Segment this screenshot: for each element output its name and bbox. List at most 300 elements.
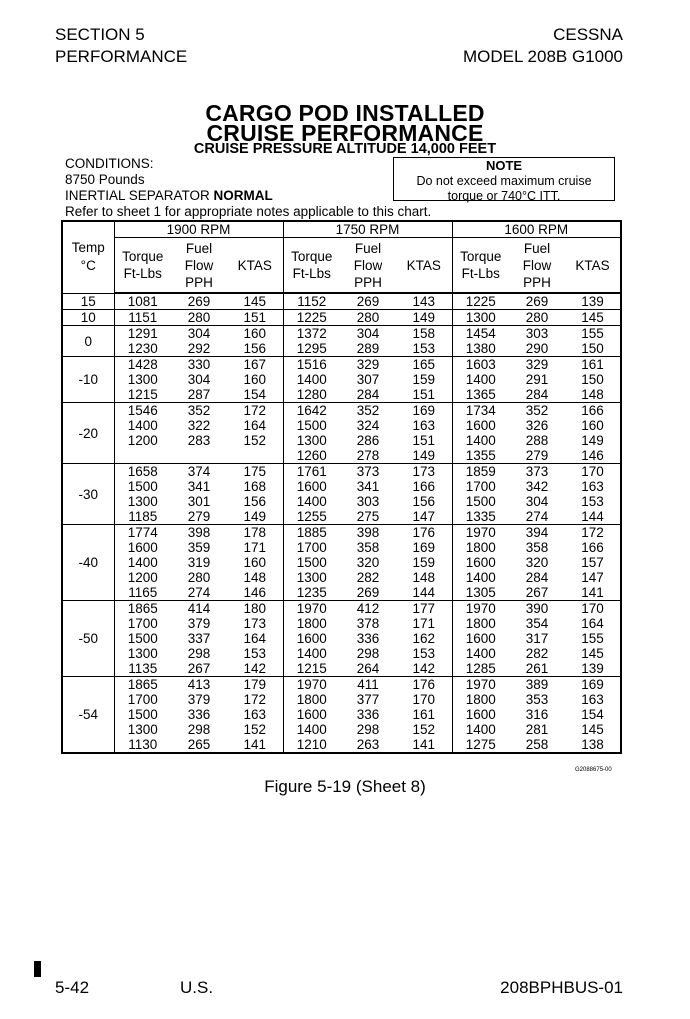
value-cell: 342 <box>525 479 549 494</box>
temp-header-label: Temp <box>71 240 105 256</box>
fuel-flow-header-text: Flow <box>184 257 214 273</box>
value-cell: 1400 <box>296 646 327 661</box>
value-cell: 1800 <box>296 616 327 631</box>
value-cell: 161 <box>396 707 452 722</box>
table-row <box>62 372 621 387</box>
value-cell: 152 <box>227 433 283 448</box>
value-cell: 1700 <box>127 616 158 631</box>
value-cell: 269 <box>356 585 380 600</box>
value-cell: 1761 <box>296 464 327 479</box>
value-cell: 1300 <box>127 494 158 509</box>
value-cell: 263 <box>356 737 380 752</box>
value-cell: 307 <box>356 372 380 387</box>
value-cell: 160 <box>227 372 283 387</box>
value-cell: 1454 <box>465 326 496 341</box>
temp-cell: -20 <box>62 403 114 464</box>
value-cell: 1865 <box>127 677 158 692</box>
note-line2: torque or 740°C ITT. <box>447 189 561 203</box>
value-cell: 359 <box>187 540 211 555</box>
temp-cell: -54 <box>62 677 114 754</box>
value-cell: 358 <box>356 540 380 555</box>
value-cell: 179 <box>227 677 283 693</box>
value-cell: 269 <box>525 294 549 309</box>
value-cell: 1500 <box>127 631 158 646</box>
value-cell: 279 <box>187 509 211 524</box>
value-cell: 160 <box>227 555 283 570</box>
temp-group <box>62 326 621 357</box>
value-cell: 336 <box>356 631 380 646</box>
temp-header-unit: °C <box>80 258 96 274</box>
value-cell: 1800 <box>465 616 496 631</box>
value-cell: 301 <box>187 494 211 509</box>
value-cell: 1300 <box>296 570 327 585</box>
table-row <box>62 293 621 310</box>
value-cell: 1734 <box>465 403 496 418</box>
value-cell: 166 <box>396 479 452 494</box>
table-row <box>62 326 621 342</box>
value-cell: 153 <box>396 646 452 661</box>
value-cell: 1081 <box>127 294 158 309</box>
table-row <box>62 479 621 494</box>
value-cell: 152 <box>227 722 283 737</box>
value-cell: 1600 <box>296 707 327 722</box>
value-cell: 1380 <box>465 341 496 356</box>
cruise-performance-table <box>61 220 622 754</box>
table-row <box>62 525 621 541</box>
value-cell: 274 <box>187 585 211 600</box>
value-cell: 1600 <box>465 631 496 646</box>
table-row <box>62 357 621 373</box>
value-cell: 316 <box>525 707 549 722</box>
fuel-flow-header <box>509 238 565 294</box>
value-cell: 280 <box>525 310 549 325</box>
value-cell: 1291 <box>127 326 158 341</box>
value-cell: 148 <box>396 570 452 585</box>
value-cell: 358 <box>525 540 549 555</box>
value-cell: 267 <box>525 585 549 600</box>
value-cell: 1700 <box>465 479 496 494</box>
value-cell: 352 <box>187 403 211 418</box>
torque-header-text: Torque <box>122 249 164 264</box>
fuel-flow-header <box>340 238 396 294</box>
value-cell: 164 <box>581 616 604 631</box>
value-cell: 1230 <box>127 341 158 356</box>
value-cell: 303 <box>525 326 549 341</box>
table-row <box>62 722 621 737</box>
value-cell: 158 <box>396 326 452 342</box>
value-cell: 352 <box>356 403 380 418</box>
value-cell: 379 <box>187 692 211 707</box>
temp-group <box>62 293 621 310</box>
value-cell: 150 <box>581 341 604 356</box>
value-cell: 320 <box>525 555 549 570</box>
value-cell: 149 <box>227 509 283 525</box>
value-cell: 320 <box>356 555 380 570</box>
value-cell: 1859 <box>465 464 496 479</box>
temp-cell: 10 <box>62 310 114 326</box>
value-cell: 269 <box>187 294 211 309</box>
value-cell: 175 <box>227 464 283 480</box>
value-cell: 169 <box>396 540 452 555</box>
torque-header-text: Ft-Lbs <box>123 266 162 281</box>
value-cell: 1600 <box>296 479 327 494</box>
change-bar <box>34 961 41 977</box>
value-cell: 298 <box>356 722 380 737</box>
value-cell: 1151 <box>128 310 158 325</box>
rpm-1900-header: 1900 RPM <box>114 221 283 238</box>
title-altitude: CRUISE PRESSURE ALTITUDE 14,000 FEET <box>193 141 497 157</box>
value-cell: 304 <box>525 494 549 509</box>
value-cell: 303 <box>356 494 380 509</box>
value-cell: 149 <box>396 310 452 326</box>
footer-doc: 208BPHBUS-01 <box>500 978 623 997</box>
value-cell: 162 <box>396 631 452 646</box>
value-cell: 1600 <box>296 631 327 646</box>
value-cell: 1642 <box>296 403 327 418</box>
value-cell: 170 <box>581 464 604 479</box>
temp-cell: -50 <box>62 601 114 677</box>
value-cell: 411 <box>357 677 379 692</box>
value-cell: 373 <box>525 464 549 479</box>
value-cell: 379 <box>187 616 211 631</box>
table-row <box>62 540 621 555</box>
temp-group <box>62 403 621 464</box>
value-cell: 1235 <box>296 585 327 600</box>
table-row <box>62 585 621 601</box>
header-section: SECTION 5 <box>55 25 145 44</box>
figure-caption: Figure 5-19 (Sheet 8) <box>264 777 426 796</box>
value-cell: 329 <box>356 357 380 372</box>
fuel-flow-header-text: PPH <box>354 274 382 290</box>
value-cell: 412 <box>356 601 380 616</box>
value-cell: 1400 <box>127 418 158 433</box>
value-cell: 171 <box>227 540 283 555</box>
value-cell: 151 <box>396 433 452 448</box>
value-cell: 1225 <box>465 294 496 309</box>
value-cell: 1500 <box>296 418 327 433</box>
value-cell: 261 <box>525 661 549 676</box>
title-line2: CRUISE PERFORMANCE <box>206 120 484 146</box>
temp-group <box>62 677 621 754</box>
value-cell: 330 <box>187 357 211 372</box>
value-cell: 1885 <box>296 525 327 540</box>
value-cell: 139 <box>581 294 604 309</box>
value-cell: 1516 <box>296 357 327 372</box>
torque-header <box>114 238 171 294</box>
value-cell: 170 <box>581 601 604 616</box>
value-cell: 394 <box>525 525 549 540</box>
value-cell: 1970 <box>465 677 496 692</box>
value-cell: 160 <box>581 418 604 433</box>
table-row <box>62 387 621 403</box>
value-cell: 163 <box>581 692 604 707</box>
value-cell: 275 <box>356 509 380 524</box>
value-cell: 1300 <box>127 646 158 661</box>
value-cell: 1400 <box>127 555 158 570</box>
value-cell: 291 <box>525 372 549 387</box>
value-cell: 1200 <box>127 433 158 448</box>
ktas-header <box>227 238 283 294</box>
value-cell: 354 <box>525 616 549 631</box>
value-cell: 172 <box>227 692 283 707</box>
value-cell: 1400 <box>465 722 496 737</box>
value-cell: 163 <box>581 479 604 494</box>
value-cell: 352 <box>525 403 549 418</box>
ktas-header <box>565 238 621 294</box>
value-cell: 1300 <box>465 310 496 325</box>
fuel-flow-header-text: PPH <box>185 274 213 290</box>
value-cell: 269 <box>356 294 380 309</box>
value-cell: 1500 <box>296 555 327 570</box>
temp-cell: -40 <box>62 525 114 601</box>
fuel-flow-header-text: Fuel <box>354 240 382 256</box>
value-cell <box>227 448 283 464</box>
value-cell: 156 <box>227 494 283 509</box>
ktas-header-text: KTAS <box>575 257 610 273</box>
value-cell: 1225 <box>296 310 327 325</box>
value-cell: 176 <box>396 677 452 693</box>
fuel-flow-header-text: PPH <box>523 274 551 290</box>
value-cell: 147 <box>396 509 452 525</box>
value-cell: 1275 <box>465 737 496 752</box>
value-cell: 1255 <box>296 509 327 524</box>
value-cell: 1200 <box>127 570 158 585</box>
value-cell: 1400 <box>465 646 496 661</box>
value-cell: 1546 <box>127 403 158 418</box>
conditions-label: CONDITIONS: <box>65 156 154 171</box>
conditions-weight: 8750 Pounds <box>65 172 145 187</box>
value-cell: 1285 <box>465 661 496 676</box>
value-cell: 1658 <box>127 464 158 479</box>
value-cell: 282 <box>525 646 549 661</box>
temp-cell: 15 <box>62 293 114 310</box>
value-cell: 159 <box>396 555 452 570</box>
value-cell: 280 <box>187 310 211 325</box>
value-cell: 1295 <box>296 341 327 356</box>
fuel-flow-header-text: Flow <box>522 257 552 273</box>
value-cell: 304 <box>356 326 380 341</box>
value-cell: 177 <box>396 601 452 617</box>
temp-group <box>62 601 621 677</box>
note-line1: Do not exceed maximum cruise <box>416 174 592 188</box>
torque-header-text: Ft-Lbs <box>461 266 500 281</box>
value-cell: 144 <box>581 509 604 524</box>
temp-group <box>62 310 621 326</box>
value-cell: 138 <box>581 737 604 752</box>
value-cell: 150 <box>581 372 604 387</box>
temp-group <box>62 464 621 525</box>
value-cell: 172 <box>581 525 604 540</box>
header-performance: PERFORMANCE <box>55 47 188 66</box>
value-cell: 298 <box>187 646 211 661</box>
value-cell: 173 <box>396 464 452 480</box>
header-cessna: CESSNA <box>553 25 623 44</box>
value-cell: 1152 <box>297 294 327 309</box>
value-cell: 1215 <box>127 387 158 402</box>
temp-header <box>62 221 114 293</box>
table-row <box>62 448 621 464</box>
torque-header-text: Torque <box>291 249 333 264</box>
temp-cell: -10 <box>62 357 114 403</box>
value-cell: 160 <box>227 326 283 342</box>
temp-group <box>62 525 621 601</box>
value-cell: 151 <box>227 310 283 326</box>
value-cell: 414 <box>187 601 211 616</box>
table-row <box>62 601 621 617</box>
value-cell: 176 <box>396 525 452 541</box>
value-cell: 169 <box>581 677 604 692</box>
value-cell: 143 <box>396 293 452 310</box>
value-cell: 279 <box>525 448 549 463</box>
temp-group <box>62 357 621 403</box>
value-cell: 1865 <box>127 601 158 616</box>
table-row <box>62 418 621 433</box>
value-cell: 156 <box>227 341 283 357</box>
rpm-1750-header: 1750 RPM <box>283 221 452 238</box>
value-cell: 166 <box>581 540 604 555</box>
value-cell: 280 <box>187 570 211 585</box>
table-row <box>62 737 621 753</box>
value-cell: 290 <box>525 341 549 356</box>
value-cell: 377 <box>356 692 380 707</box>
value-cell <box>114 448 171 464</box>
value-cell: 1210 <box>296 737 327 752</box>
value-cell: 139 <box>581 661 604 676</box>
value-cell: 148 <box>227 570 283 585</box>
value-cell: 341 <box>356 479 380 494</box>
value-cell: 146 <box>581 448 604 463</box>
value-cell: 287 <box>187 387 211 402</box>
value-cell: 155 <box>581 631 604 646</box>
value-cell: 170 <box>396 692 452 707</box>
title-line1: CARGO POD INSTALLED <box>205 100 485 126</box>
value-cell: 1305 <box>465 585 496 600</box>
value-cell: 389 <box>525 677 549 692</box>
ktas-header-text: KTAS <box>237 257 272 273</box>
separator-prefix: INERTIAL SEPARATOR <box>65 188 214 203</box>
value-cell: 329 <box>525 357 549 372</box>
value-cell: 1700 <box>296 540 327 555</box>
value-cell: 1130 <box>128 737 158 752</box>
value-cell: 1800 <box>465 692 496 707</box>
value-cell: 144 <box>396 585 452 601</box>
value-cell: 1215 <box>296 661 327 676</box>
value-cell: 1280 <box>296 387 327 402</box>
value-cell: 298 <box>356 646 380 661</box>
table-row <box>62 570 621 585</box>
value-cell: 1300 <box>296 433 327 448</box>
value-cell: 1185 <box>128 509 158 524</box>
header-model: MODEL 208B G1000 <box>462 47 623 66</box>
value-cell: 1400 <box>465 433 496 448</box>
value-cell: 163 <box>227 707 283 722</box>
value-cell: 324 <box>356 418 380 433</box>
chart-code: G2088675-00 <box>575 767 612 773</box>
value-cell: 288 <box>525 433 549 448</box>
table-row <box>62 494 621 509</box>
value-cell: 1428 <box>127 357 158 372</box>
value-cell: 1970 <box>465 601 496 616</box>
value-cell: 1135 <box>128 661 158 676</box>
value-cell: 1355 <box>465 448 496 463</box>
table-row <box>62 464 621 480</box>
value-cell: 292 <box>187 341 211 356</box>
value-cell: 1500 <box>465 494 496 509</box>
value-cell: 159 <box>396 372 452 387</box>
value-cell: 178 <box>227 525 283 541</box>
value-cell: 284 <box>525 570 549 585</box>
value-cell: 1400 <box>465 570 496 585</box>
value-cell: 154 <box>227 387 283 403</box>
fuel-flow-header <box>171 238 227 294</box>
table-row <box>62 631 621 646</box>
value-cell: 1970 <box>296 601 327 616</box>
value-cell: 280 <box>356 310 380 325</box>
value-cell: 153 <box>581 494 604 509</box>
value-cell: 163 <box>396 418 452 433</box>
value-cell: 265 <box>187 737 211 752</box>
value-cell: 1700 <box>127 692 158 707</box>
value-cell: 145 <box>227 293 283 310</box>
value-cell: 317 <box>525 631 549 646</box>
value-cell: 413 <box>187 677 211 692</box>
value-cell: 284 <box>525 387 549 402</box>
value-cell: 341 <box>187 479 211 494</box>
note-box <box>393 157 615 201</box>
value-cell: 1500 <box>127 479 158 494</box>
value-cell: 1600 <box>127 540 158 555</box>
value-cell: 141 <box>581 585 604 600</box>
value-cell: 1800 <box>465 540 496 555</box>
table-row <box>62 692 621 707</box>
value-cell: 398 <box>356 525 380 540</box>
value-cell: 173 <box>227 616 283 631</box>
value-cell: 353 <box>525 692 549 707</box>
value-cell: 319 <box>187 555 211 570</box>
value-cell: 148 <box>581 387 604 402</box>
value-cell: 298 <box>187 722 211 737</box>
table-row <box>62 341 621 357</box>
table-row <box>62 646 621 661</box>
value-cell: 378 <box>356 616 380 631</box>
value-cell: 337 <box>187 631 211 646</box>
value-cell: 1400 <box>465 372 496 387</box>
value-cell: 274 <box>525 509 549 524</box>
value-cell: 145 <box>581 646 604 661</box>
value-cell: 1300 <box>127 372 158 387</box>
ktas-header-text: KTAS <box>406 257 441 273</box>
table-row <box>62 555 621 570</box>
value-cell: 278 <box>356 448 380 463</box>
torque-header <box>283 238 340 294</box>
value-cell: 1365 <box>465 387 496 402</box>
value-cell: 326 <box>525 418 549 433</box>
table-row <box>62 616 621 631</box>
table-row <box>62 509 621 525</box>
value-cell: 289 <box>356 341 380 356</box>
value-cell: 141 <box>227 737 283 753</box>
value-cell: 1603 <box>465 357 496 372</box>
value-cell: 145 <box>581 722 604 737</box>
table-row <box>62 433 621 448</box>
value-cell: 264 <box>356 661 380 676</box>
value-cell: 284 <box>356 387 380 402</box>
table-row <box>62 403 621 419</box>
table-row <box>62 707 621 722</box>
value-cell: 180 <box>227 601 283 617</box>
value-cell: 164 <box>227 418 283 433</box>
value-cell: 165 <box>396 357 452 373</box>
